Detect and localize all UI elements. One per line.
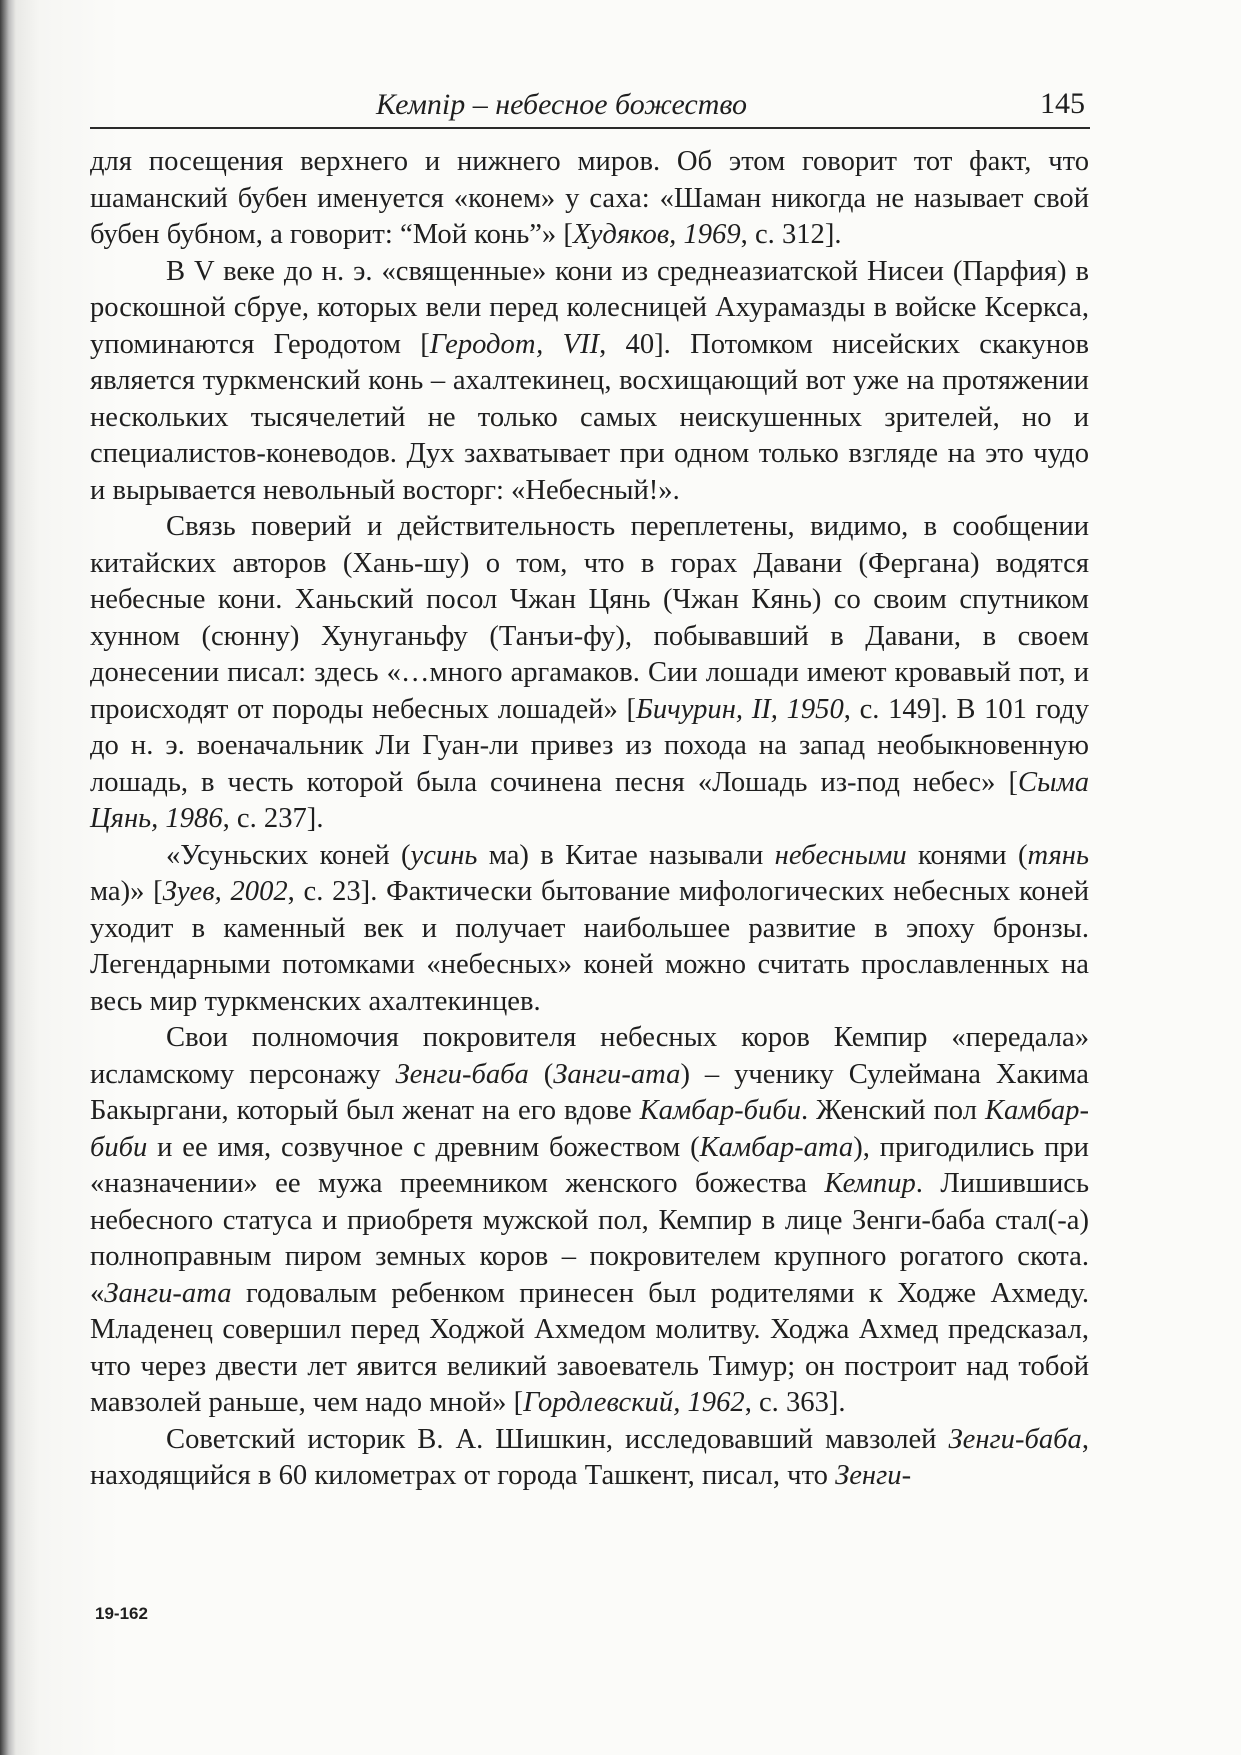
text-run: , с. 23]. Фактически бытование мифологических небесных коней уходит в каменный век и получает наибольшее развитие в эпоху бронзы. Легендарными потомками «небесных» коней можно считать прославленных на весь мир туркменских ахалтекинцев. bbox=[90, 876, 1089, 1017]
page-number: 145 bbox=[1040, 87, 1085, 120]
text-run: ма) в Китае называли bbox=[477, 839, 775, 871]
text-run: годовалым ребенком принесен был родителями к Ходже Ахмеду. Младенец совершил перед Ходжой Ахмедом молитву. Ходжа Ахмед предсказал, что через двести лет явится великий завоеватель Тимур; он построит над тобой мавзолей раньше, чем надо мной» [ bbox=[90, 1277, 1089, 1418]
text-run: «Усуньских коней ( bbox=[166, 839, 411, 871]
italic-text: Худяков, 1969 bbox=[572, 219, 741, 250]
italic-text: Камбар-ата bbox=[699, 1131, 854, 1163]
page-header bbox=[90, 84, 1090, 138]
text-run: и ее имя, созвучное с древним божеством ( bbox=[147, 1131, 700, 1163]
body-text bbox=[90, 144, 1089, 1495]
text-run: ) – ученику Сулеймана Хакима Бакыргани, который был женат на его вдове bbox=[90, 1058, 1090, 1126]
italic-text: Камбар-биби bbox=[639, 1095, 802, 1126]
text-run: В V веке до н. э. «священные» кони из среднеазиатской Нисеи (Парфия) в роскошной сбруе, которых вели перед колесницей Ахурамазды в войске Ксеркса, упоминаются Геродотом [ bbox=[90, 255, 1089, 360]
paragraph bbox=[90, 1020, 1089, 1422]
text-run: ( bbox=[528, 1058, 554, 1090]
italic-text: Кемпир bbox=[824, 1168, 916, 1199]
italic-text: Геродот, VII bbox=[429, 328, 600, 360]
italic-text: Сыма Цянь, 1986 bbox=[90, 766, 1089, 834]
text-run: Свои полномочия покровителя небесных коров Кемпир «передала» исламскому персонажу bbox=[90, 1022, 1089, 1090]
header-rule bbox=[90, 127, 1090, 129]
text-run: , с. 312]. bbox=[740, 219, 842, 250]
text-run: , с. 149]. В 101 году до н. э. военачальник Ли Гуан-ли привез из похода на запад необыкновенную лошадь, в честь которой была сочинена песня «Лошадь из-под небес» [ bbox=[90, 693, 1089, 798]
text-run: , 40]. Потомком нисейских скакунов является туркменский конь – ахалтекинец, восхищающий вот уже на протяжении нескольких тысячелетий не только самых неискушенных зрителей, но и специалистов-коневодов. Дух захватывает при одном только взгляде на это чудо и вырывается невольный восторг: «Небесный!». bbox=[90, 328, 1089, 506]
italic-text: Зенги- bbox=[835, 1460, 912, 1491]
italic-text: Занги-ата bbox=[104, 1277, 232, 1309]
paragraph bbox=[90, 144, 1089, 254]
text-run: для посещения верхнего и нижнего миров. Об этом говорит тот факт, что шаманский бубен именуется «конем» у саха: «Шаман никогда не называет свой бубен бубном, а говорит: “Мой конь”» [ bbox=[90, 146, 1089, 250]
paragraph bbox=[90, 1422, 1089, 1495]
italic-text: Бичурин, II, 1950 bbox=[636, 693, 844, 725]
text-run: конями ( bbox=[906, 839, 1028, 871]
italic-text: Камбар-биби bbox=[90, 1095, 1089, 1163]
paragraph bbox=[90, 509, 1089, 838]
italic-text: небесными bbox=[774, 839, 907, 871]
text-run: . Лишившись небесного статуса и приобретя мужской пол, Кемпир в лице Зенги-баба стал(-а) полноправным пиром земных коров – покровителем крупного рогатого скота. « bbox=[90, 1168, 1089, 1309]
text-run: ма)» [ bbox=[90, 876, 163, 907]
paragraph bbox=[90, 254, 1089, 510]
italic-text: Гордлевский, 1962 bbox=[523, 1387, 745, 1418]
text-run: , с. 363]. bbox=[744, 1387, 846, 1418]
italic-text: Зенги-баба bbox=[948, 1423, 1082, 1455]
text-run: ), пригодились при «назначении» ее мужа преемником женского божества bbox=[90, 1131, 1089, 1199]
text-run: . Женский пол bbox=[801, 1095, 985, 1126]
text-run: , с. 237]. bbox=[222, 803, 324, 834]
italic-text: усинь bbox=[410, 839, 478, 871]
text-run: Советский историк В. А. Шишкин, исследовавший мавзолей bbox=[166, 1423, 949, 1455]
text-run: Связь поверий и действительность переплетены, видимо, в сообщении китайских авторов (Хань-шу) о том, что в горах Давани (Фергана) водятся небесные кони. Ханьский посол Чжан Цянь (Чжан Кянь) со своим спутником хунном (сюнну) Хунуганьфу (Танъи-фу), побывавший в Давани, в своем донесении писал: здесь «…много аргамаков. Сии лошади имеют кровавый пот, и происходят от породы небесных лошадей» [ bbox=[90, 511, 1089, 725]
text-run: , находящийся в 60 километрах от города Ташкент, писал, что bbox=[90, 1423, 1089, 1491]
paragraph bbox=[90, 838, 1089, 1021]
running-title: Кемпір – небесное божество bbox=[376, 88, 748, 121]
italic-text: Зуев, 2002 bbox=[162, 876, 288, 907]
printer-signature: 19-162 bbox=[95, 1604, 148, 1623]
italic-text: Зенги-баба bbox=[395, 1058, 529, 1090]
italic-text: тянь bbox=[1027, 839, 1089, 871]
italic-text: Занги-ата bbox=[553, 1058, 681, 1090]
